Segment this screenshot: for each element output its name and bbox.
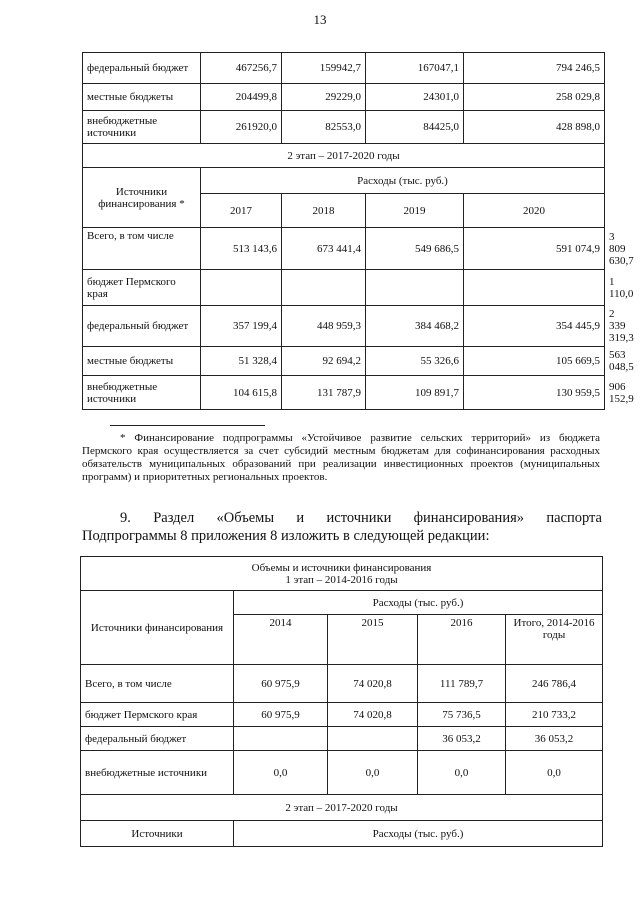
financing-table-bottom [80, 556, 603, 847]
amendment-paragraph [82, 509, 602, 545]
year-header: 2014 [234, 615, 328, 665]
value-cell: 0,0 [418, 751, 506, 795]
value-cell: 75 736,5 [418, 703, 506, 727]
paragraph-word: Раздел [153, 510, 195, 526]
total-cell: 36 053,2 [506, 727, 603, 751]
value-cell: 74 020,8 [328, 703, 418, 727]
row-label: внебюджетные источники [83, 376, 201, 410]
value-cell [464, 270, 605, 306]
value-cell: 36 053,2 [418, 727, 506, 751]
header-row [81, 821, 603, 847]
stage-row [83, 144, 605, 168]
row-label: местные бюджеты [83, 347, 201, 376]
table-title-line1: Объемы и источники финансирования [251, 561, 432, 574]
table-row: федеральный бюджет 357 199,4 448 959,3 384 468,2 354 445,9 2 339 319,3 [83, 306, 605, 347]
sources-header: Источники финансирования [81, 591, 234, 665]
table-row [83, 53, 605, 84]
row-label: внебюджетные источники [81, 751, 234, 795]
row-label: бюджет Пермского края [81, 703, 234, 727]
total-cell: 0,0 [506, 751, 603, 795]
value-cell: 794 246,5 [464, 53, 605, 84]
value-cell: 258 029,8 [464, 84, 605, 111]
value-cell: 384 468,2 [366, 306, 464, 347]
table-row: Всего, в том числе 513 143,6 673 441,4 549 686,5 591 074,9 3 809 630,7 [83, 228, 605, 270]
row-label: бюджет Пермского края [83, 270, 201, 306]
table-row [81, 727, 603, 751]
total-cell: 210 733,2 [506, 703, 603, 727]
paragraph-word: и [296, 510, 305, 526]
value-cell: 131 787,9 [282, 376, 366, 410]
year-header: 2020 [464, 194, 605, 228]
header-row [81, 591, 603, 615]
stage-row [81, 795, 603, 821]
expenses-header: Расходы (тыс. руб.) [201, 168, 605, 194]
value-cell: 24301,0 [366, 84, 464, 111]
value-cell: 60 975,9 [234, 665, 328, 703]
paragraph-word: паспорта [546, 510, 602, 526]
value-cell: 357 199,4 [201, 306, 282, 347]
paragraph-word: финансирования» [413, 510, 524, 526]
sources-header: Источники финансирования * [83, 168, 201, 228]
table-row [81, 665, 603, 703]
value-cell: 467256,7 [201, 53, 282, 84]
value-cell: 55 326,6 [366, 347, 464, 376]
value-cell: 448 959,3 [282, 306, 366, 347]
row-label: Всего, в том числе [83, 228, 201, 270]
paragraph-word: источники [326, 510, 392, 526]
expenses-header: Расходы (тыс. руб.) [234, 591, 603, 615]
value-cell: 0,0 [328, 751, 418, 795]
value-cell: 513 143,6 [201, 228, 282, 270]
table-row: местные бюджеты 51 328,4 92 694,2 55 326,6 105 669,5 563 048,5 [83, 347, 605, 376]
footnote-divider [110, 425, 265, 426]
value-cell: 82553,0 [282, 111, 366, 144]
row-label: местные бюджеты [83, 84, 201, 111]
value-cell: 159942,7 [282, 53, 366, 84]
table-title [81, 557, 603, 591]
value-cell: 130 959,5 [464, 376, 605, 410]
total-cell: 246 786,4 [506, 665, 603, 703]
value-cell [201, 270, 282, 306]
table-row: внебюджетные источники 104 615,8 131 787,9 109 891,7 130 959,5 906 152,9 [83, 376, 605, 410]
row-label: внебюджетные источники [83, 111, 201, 144]
value-cell [234, 727, 328, 751]
footnote: * Финансирование подпрограммы «Устойчивое развитие сельских территорий» из бюджета Пермского края осуществляется за счет субсидий местным бюджетам для софинансирования расходных обязательств муниципальных образований при реализации инвестиционных проектов (муниципальных программ) и приоритетных региональных проектов. [82, 432, 600, 483]
value-cell: 354 445,9 [464, 306, 605, 347]
value-cell: 105 669,5 [464, 347, 605, 376]
header-row [83, 168, 605, 194]
table-row: бюджет Пермского края 1 110,0 [83, 270, 605, 306]
value-cell: 167047,1 [366, 53, 464, 84]
year-header: 2018 [282, 194, 366, 228]
value-cell [328, 727, 418, 751]
year-header: 2016 [418, 615, 506, 665]
row-label: Всего, в том числе [81, 665, 234, 703]
row-label: федеральный бюджет [83, 306, 201, 347]
table-row [81, 751, 603, 795]
expenses-header: Расходы (тыс. руб.) [234, 821, 603, 847]
table-title-line2: 1 этап – 2014-2016 годы [285, 573, 398, 586]
paragraph-word: «Объемы [216, 510, 275, 526]
year-header: 2017 [201, 194, 282, 228]
paragraph-second-line: Подпрограммы 8 приложения 8 изложить в следующей редакции: [82, 528, 490, 544]
value-cell: 92 694,2 [282, 347, 366, 376]
value-cell: 51 328,4 [201, 347, 282, 376]
row-label: федеральный бюджет [81, 727, 234, 751]
row-label: федеральный бюджет [83, 53, 201, 84]
value-cell: 60 975,9 [234, 703, 328, 727]
value-cell: 109 891,7 [366, 376, 464, 410]
value-cell: 673 441,4 [282, 228, 366, 270]
stage2-title: 2 этап – 2017-2020 годы [83, 144, 605, 168]
year-header: 2019 [366, 194, 464, 228]
value-cell: 29229,0 [282, 84, 366, 111]
value-cell: 261920,0 [201, 111, 282, 144]
value-cell: 549 686,5 [366, 228, 464, 270]
table-row [83, 111, 605, 144]
paragraph-first-line [82, 509, 602, 527]
financing-table-top [82, 52, 634, 410]
paragraph-word: 9. [120, 510, 131, 526]
value-cell: 84425,0 [366, 111, 464, 144]
value-cell [282, 270, 366, 306]
value-cell: 204499,8 [201, 84, 282, 111]
value-cell: 0,0 [234, 751, 328, 795]
stage2-title: 2 этап – 2017-2020 годы [81, 795, 603, 821]
value-cell [366, 270, 464, 306]
value-cell: 104 615,8 [201, 376, 282, 410]
page-number: 13 [313, 12, 327, 27]
sources-header: Источники [81, 821, 234, 847]
table-row [81, 703, 603, 727]
value-cell: 591 074,9 [464, 228, 605, 270]
value-cell: 74 020,8 [328, 665, 418, 703]
value-cell: 428 898,0 [464, 111, 605, 144]
total-header: Итого, 2014-2016 годы [506, 615, 603, 665]
value-cell: 111 789,7 [418, 665, 506, 703]
year-header: 2015 [328, 615, 418, 665]
table-row [83, 84, 605, 111]
title-row [81, 557, 603, 591]
